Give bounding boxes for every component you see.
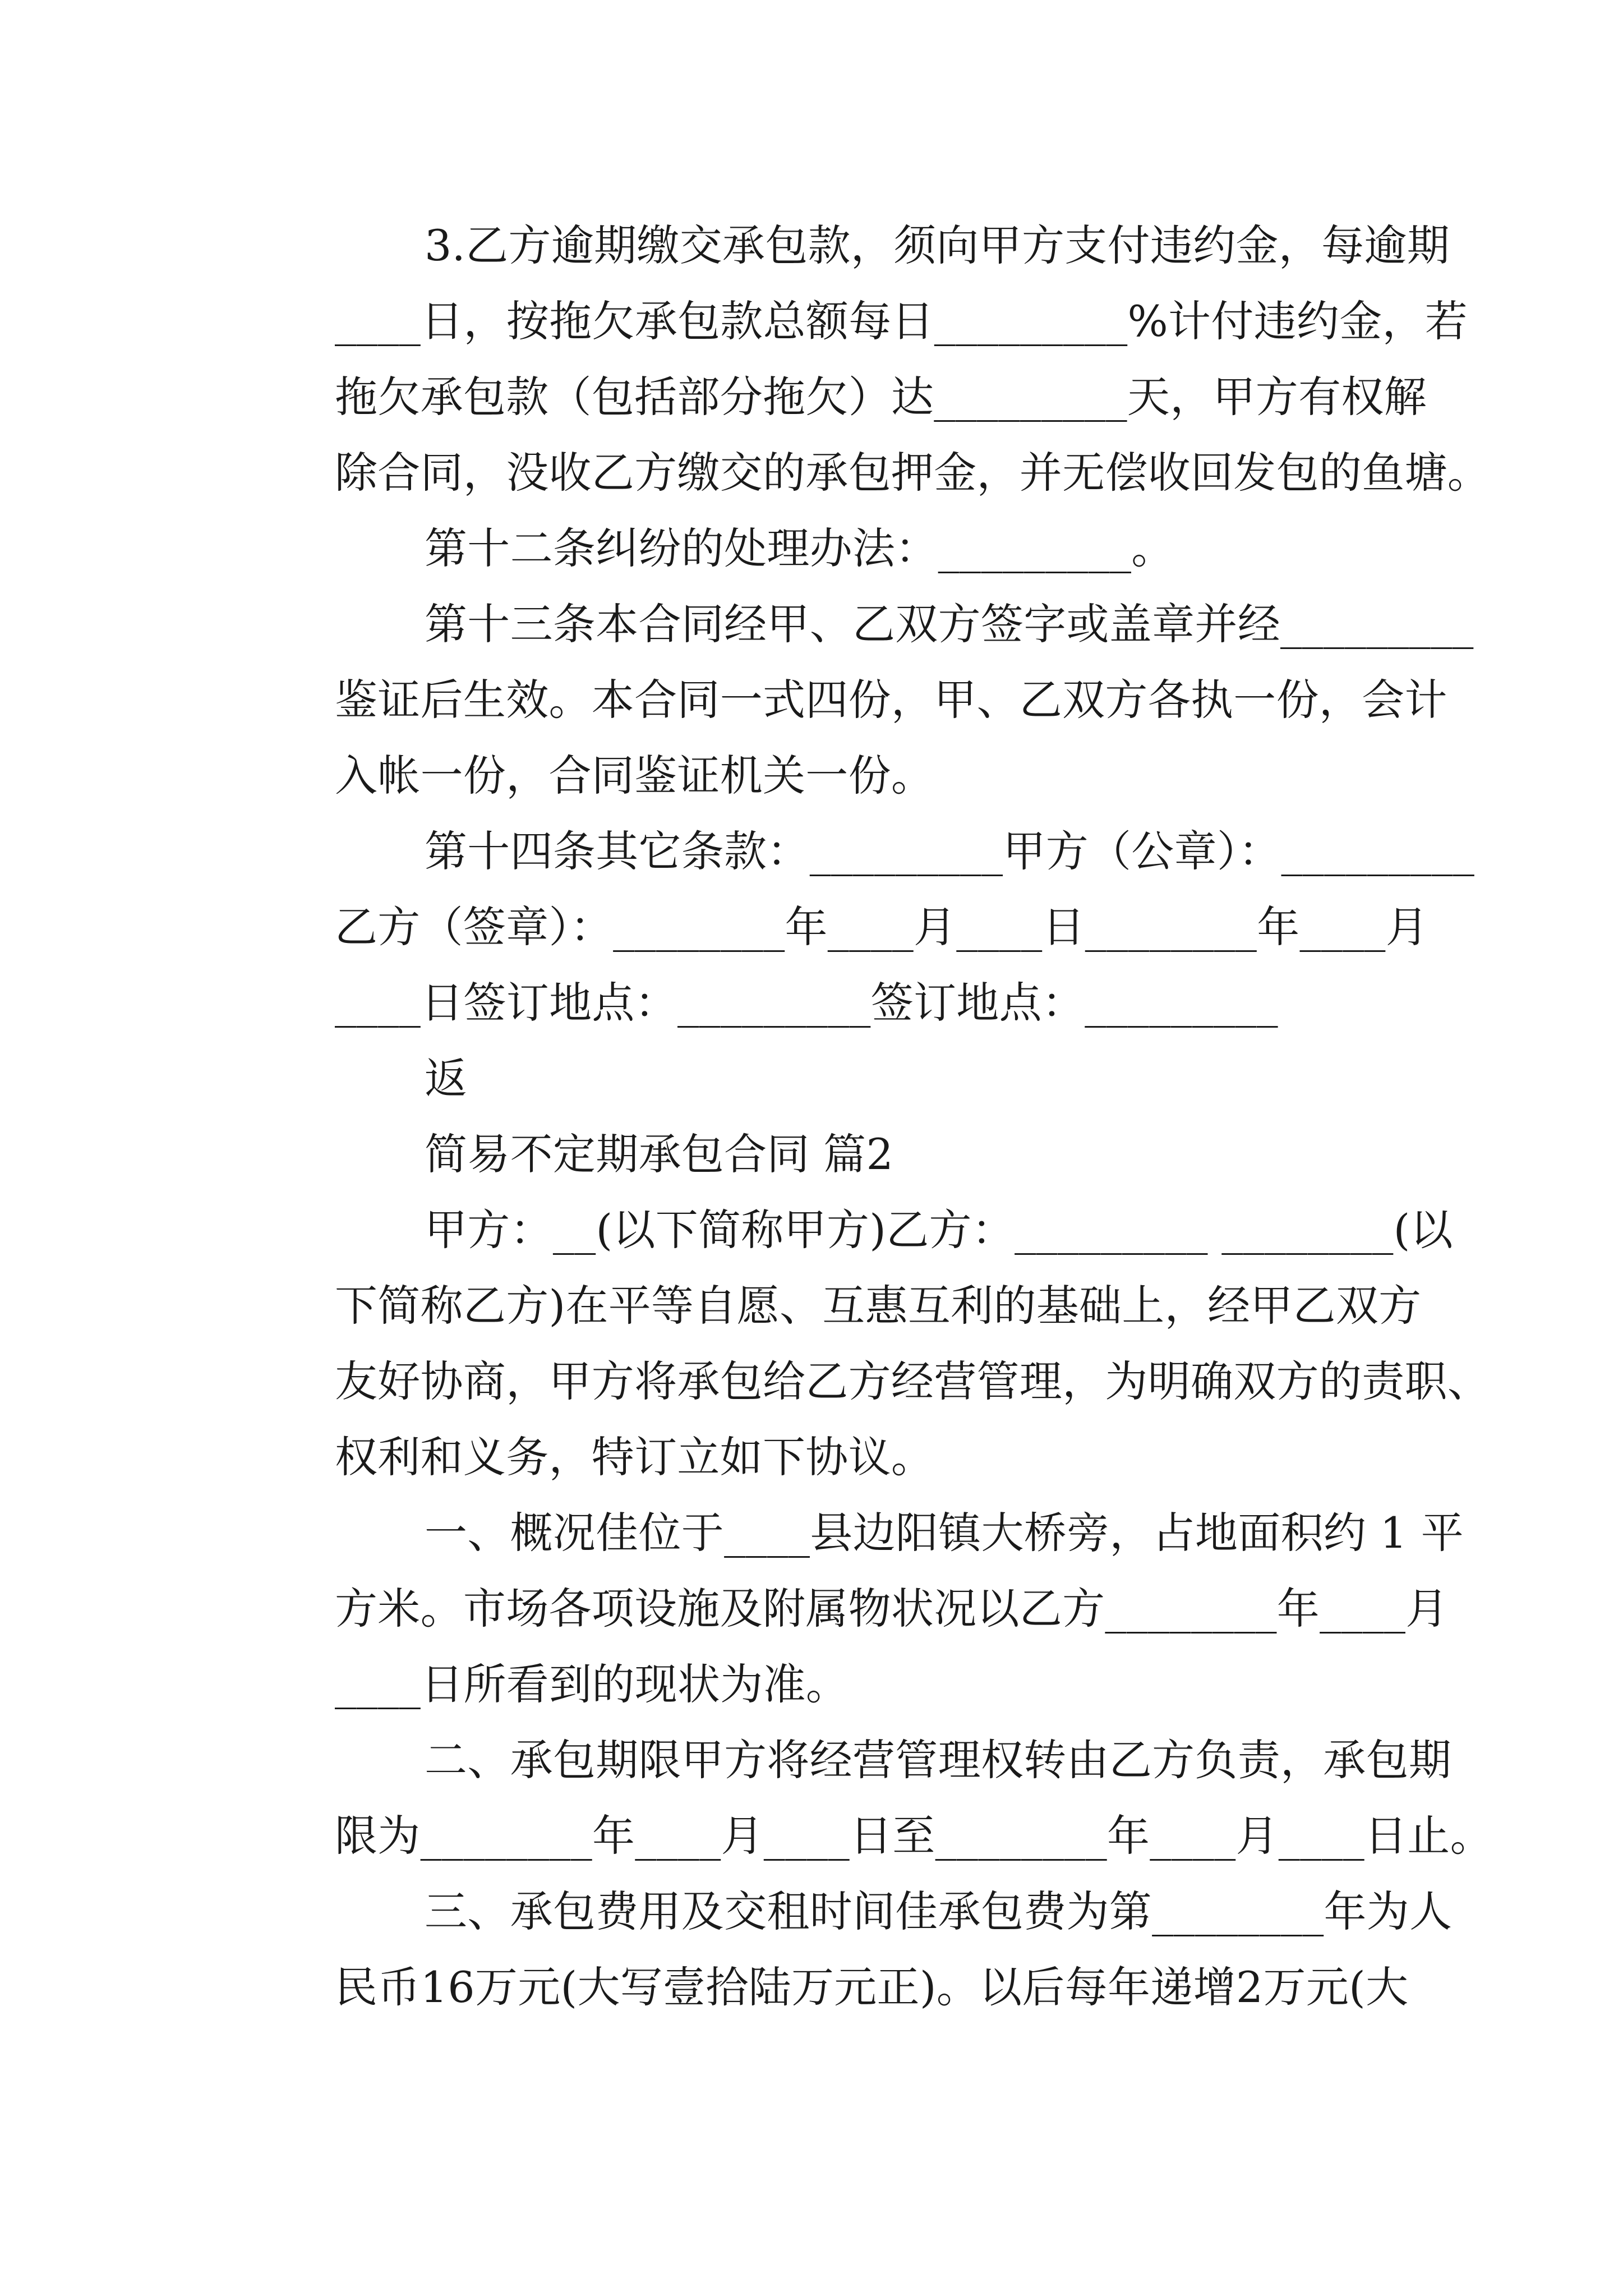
text-line: 友好协商，甲方将承包给乙方经营管理，为明确双方的责职、 xyxy=(335,1356,1491,1406)
section-title xyxy=(250,1116,1382,1192)
text-line: 限为________年____月____日至________年____月____日止。 xyxy=(335,1811,1493,1861)
paragraph-article-13 xyxy=(250,586,1474,813)
text-line: 除合同，没收乙方缴交的承包押金，并无偿收回发包的鱼塘。 xyxy=(335,448,1491,498)
text-line: 入帐一份，合同鉴证机关一份。 xyxy=(335,751,934,800)
document-body xyxy=(250,208,1493,2025)
text-line: 权利和义务，特订立如下协议。 xyxy=(335,1432,934,1482)
text-line: 乙方（签章）：________年____月____日________年____月 xyxy=(335,902,1428,952)
text-line: 鉴证后生效。本合同一式四份，甲、乙双方各执一份，会计 xyxy=(335,675,1447,725)
paragraph-return xyxy=(250,1041,1382,1116)
text-line: 拖欠承包款（包括部分拖欠）达_________天，甲方有权解 xyxy=(335,372,1427,422)
text-line: 第十三条本合同经甲、乙双方签字或盖章并经_________ xyxy=(425,599,1474,649)
paragraph-overdue-penalty xyxy=(250,208,1491,510)
text-line: 3.乙方逾期缴交承包款，须向甲方支付违约金，每逾期 xyxy=(425,220,1450,270)
text-line: 下简称乙方)在平等自愿、互惠互利的基础上，经甲乙双方 xyxy=(335,1281,1422,1331)
paragraph-overview xyxy=(250,1495,1464,1722)
paragraph-article-14 xyxy=(250,813,1475,1041)
text-line: 甲方：__(以下简称甲方)乙方：_________ ________(以 xyxy=(425,1205,1453,1255)
paragraph-parties xyxy=(250,1192,1491,1495)
text-line: 第十二条纠纷的处理办法：_________。 xyxy=(425,523,1174,573)
text-line: 一、概况佳位于____县边阳镇大桥旁，占地面积约 1 平 xyxy=(425,1508,1464,1558)
paragraph-term xyxy=(250,1722,1493,1874)
text-line: ____日所看到的现状为准。 xyxy=(335,1659,849,1709)
text-line: ____日签订地点：_________签订地点：_________ xyxy=(335,978,1278,1028)
text-line: 简易不定期承包合同 篇2 xyxy=(425,1129,894,1179)
text-line: 二、承包期限甲方将经营管理权转由乙方负责，承包期 xyxy=(425,1735,1452,1785)
text-line: ____日，按拖欠承包款总额每日_________%计付违约金，若 xyxy=(335,296,1468,346)
text-line: 三、承包费用及交租时间佳承包费为第________年为人 xyxy=(425,1887,1453,1936)
text-line: 民币16万元(大写壹拾陆万元正)。以后每年递增2万元(大 xyxy=(335,1962,1409,2012)
text-line: 第十四条其它条款：_________甲方（公章）：_________ xyxy=(425,826,1475,876)
paragraph-article-12 xyxy=(250,510,1382,586)
text-line: 返 xyxy=(425,1053,468,1103)
text-line: 方米。市场各项设施及附属物状况以乙方________年____月 xyxy=(335,1584,1449,1634)
paragraph-fees xyxy=(250,1874,1453,2025)
